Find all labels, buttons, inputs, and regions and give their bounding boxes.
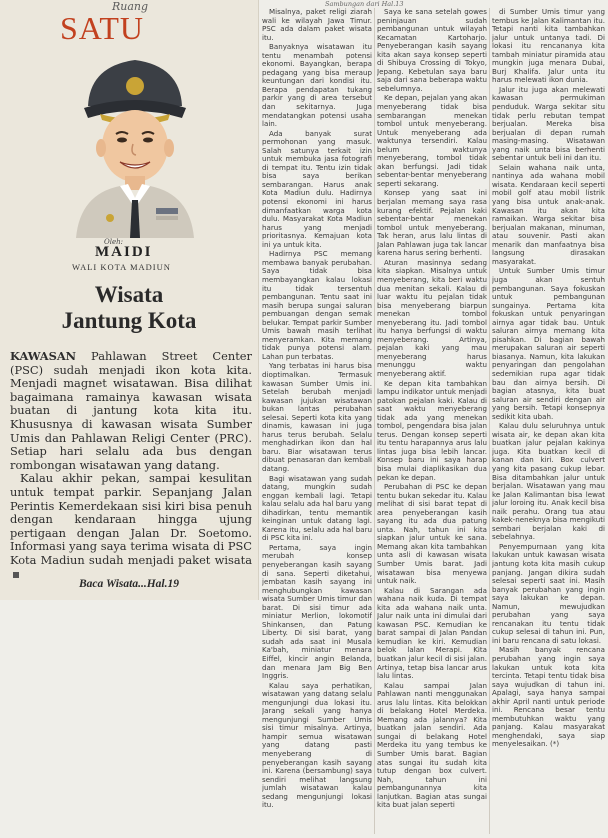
paragraph: Konsep yang saat ini berjalan memang saya rasa kurang efektif. Pejalan kaki sebentar-bentar menekan tombol untuk menyeberang. Tak heran, arus lalu lintas di Jalan Pahlawan juga tak lancar karena harus sering berhenti. [377, 188, 487, 258]
paragraph: di Sumber Umis timur yang tembus ke Jalan Kalimantan itu. Tetapi nanti kita tambahkan jalur untuk untanya tadi. Di lokasi itu rencananya kita tambah miniatur piramida atau mungkin juga menara Dubai, Burj Khalifa. Jalur unta itu harus melewati ikon dunia. [492, 8, 605, 85]
text-column-2 [377, 8, 487, 834]
end-mark-icon [13, 572, 19, 578]
column-name: SATU [60, 10, 145, 46]
lead-text: Pahlawan Street Center (PSC) sudah menjadi ikon kota kita. Menjadi magnet wisatawan. Bisa dilihat bagaimana ramainya kawasan wisata buatan di jantung kota kita itu. Khususnya di kawasan wisata Sumber Umis dan Pahlawan Religi Center (PRC). Setiap hari selalu ada bus dengan rombongan wisatawan yang datang. [10, 349, 252, 472]
author-portrait [70, 48, 200, 238]
text-column-3 [492, 8, 605, 834]
paragraph: Selain wahana naik unta, nantinya ada wahana mobil wisata. Kendaraan kecil seperti mobil golf atau mobil listrik yang bisa untuk anak-anak. Kawasan itu akan kita ramaikan. Warga sekitar bisa berjualan makanan, minuman, atau souvenir. Pasti akan menarik dan manfaatnya bisa langsung dirasakan masyarakat. [492, 162, 605, 266]
column-rule [374, 8, 375, 834]
article-title-line-1: Wisata [94, 282, 164, 307]
byline-prefix: Oleh: [104, 238, 123, 246]
paragraph: Jalur itu juga akan melewati kawasan permukiman penduduk. Warga sekitar situ tidak perlu rebutan tempat berjualan. Mereka bisa berjualan di depan rumah masing-masing. Wisatawan yang naik unta bisa berhenti sebentar untuk beli ini dan itu. [492, 84, 605, 163]
lead-paragraphs [10, 350, 252, 581]
paragraph: Aturan masinnya sedang kita siapkan. Misalnya untuk menyeberang, kita beri waktu dua menitan sekali. Kalau di luar waktu itu pejalan tidak bisa menyeberang biarpun menekan tombol menyeberang itu. Jadi tombol itu hanya berfungsi di waktu menyeberang. Artinya, pejalan kaki yang mau menyeberang harus menunggu waktu menyeberang aktif. [377, 257, 487, 378]
continued-from-label: Sambungan dari Hal.13 [325, 0, 404, 8]
paragraph: Perubahan di PSC ke depan tentu bukan sekedar itu. Kalau melihat di sisi barat tepat di area penyeberangan kasih sayang itu ada dua patung unta. Nah, tahun ini kita siapkan jalur untuk ke sana. Memang akan kita tambahkan unta asli di kawasan wisata Sumber Umis barat. Jadi wisatawan bisa menyewa untuk naik. [377, 482, 487, 586]
paragraph: Ke depan, pejalan yang akan menyeberang tidak bisa sembarangan menekan tombol untuk menyeberang. Untuk menyeberang ada waktunya tersendiri. Kalau belum waktunya menyeberang, tombol tidak akan berfungsi. Jadi tidak sebentar-bentar menyeberang seperti sekarang. [377, 93, 487, 188]
feature-panel [0, 0, 259, 600]
paragraph: Kalau sampai Jalan Pahlawan nanti menggunakan arus lalu lintas. Kita belokkan di belakang Hotel Merdeka. Memang ada jalannya? Kita buatkan jalan sendiri. Ada sungai di belakang Hotel Merdeka itu yang tembus ke Sumber Umis barat. Bagian atas sungai itu sudah kita tutup dengan box culvert. Nah, tahun ini pembangunannya kita lanjutkan. Bagian atas sungai kita buat jalan seperti [377, 680, 487, 810]
article-title-line-2: Jantung Kota [61, 308, 197, 333]
author-role: WALI KOTA MADIUN [72, 262, 171, 272]
paragraph: Ke depan kita tambahkan lampu indikator untuk menjadi patokan pejalan kaki. Kalau di saat waktu menyeberang tidak ada yang menekan tombol, pengendara bisa jalan terus. Dengan konsep seperti itu tentu harapannya arus lalu lintas juga bisa lebih lancar. Konsep baru ini saya harap bisa mulai diaplikasikan dua pekan ke depan. [377, 378, 487, 482]
paragraph: Kalau dulu seluruhnya untuk wisata air, ke depan akan kita buatkan jalur pejalan kakinya juga. Kita buatkan kecil di kanan dan kiri. Box culvert yang kita pasang cukup lebar. Bisa ditambahkan jalur untuk berjalan. Wisatawan yang mau ke Jalan Kalimantan bisa lewat jalur loroing itu. Anak kecil bisa naik perahu. Orang tua atau kakek-neneknya bisa mengikuti sembari berjalan kaki di sebelahnya. [492, 421, 605, 542]
paragraph: Hadirnya PSC memang membawa banyak perubahan. Saya tidak bisa membayangkan kalau lokasi itu tidak tersentuh pembangunan. Tentu saat ini masih berupa sungai saluran pembuangan dengan semak belukar. Tempat parkir Sumber Umis bawah masih terlihat menyeramkan. Kita memang tidak punya potensi alam. Lahan pun terbatas. [262, 249, 372, 361]
paragraph: Penyempurnaan yang kita lakukan untuk kawasan wisata jantung kota kita masih cukup panjang. Jangan dikira sudah selesai seperti saat ini. Masih banyak perubahan yang ingin saya lakukan ke depan. Namun, mewujudkan perubahan yang saya rencanakan itu tentu tidak cukup selesai di tahun ini. Pun, ini baru rencana di satu lokasi. [492, 541, 605, 645]
lead-text: Kalau akhir pekan, sampai kesulitan untuk tempat parkir. Sepanjang Jalan Perintis Kemerdekaan sisi kiri bisa penuh dengan kendaraan hingga ujung pertigaan dengan Jalan Dr. Soetomo. Informasi yang saya terima wisata di PSC Kota Madiun sudah menjadi paket wisata [10, 471, 252, 567]
paragraph: Untuk Sumber Umis timur juga akan sentuh pembangunan. Saya fokuskan untuk pembangunan sungainya. Pertama kita fokuskan untuk penyaringan airnya agar tidak bau. Untuk saluran airnya memang kita pisahkan. Di bagian bawah merupakan saluran air seperti biasanya. Namun, kita lakukan penyaringan dan pengolahan sedemikian rupa agar tidak bau dan airnya bersih. Di bagian atasnya, kita buat saluran air sendiri dengan air yang bersih. Tetapi konsepnya sedikit kita ubah. [492, 266, 605, 421]
paragraph: Banyaknya wisatawan itu tentu menambah potensi ekonomi. Bayangkan, berapa pedagang yang bisa meraup keuntungan dari kondisi itu. Berapa pendapatan tukang parkir yang di area tersebut dan sekitarnya. Juga mendatangkan potensi usaha lain. [262, 42, 372, 129]
paragraph: Yang terbatas ini harus bisa dioptimalkan. Termasuk kawasan Sumber Umis ini. Setelah berubah menjadi kawasan jujukan wisatawan bukan lantas perubahan selesai. Seperti kota kita yang dinamis, kawasan ini juga harus terus berubah. Selalu menghadirkan ikon dan hal baru. Biar wisatawan terus dibuat penasaran dan kembali datang. [262, 361, 372, 473]
paragraph: Saya ke sana setelah gowes peninjauan sudah pembangunan untuk wilayah Kecamatan Kartoharjo. Penyeberangan kasih sayang kita akan saya konsep seperti di Shibuya Crossing di Tokyo, Jepang. Kebetulan saya baru saja dari sana beberapa waktu sebelumnya. [377, 8, 487, 93]
paragraph: Kalau saya perhatikan, wisatawan yang datang selalu mengunjungi dua lokasi itu. Jarang sekali yang hanya mengunjungi Sumber Umis sisi timur misalnya. Artinya, hampir semua wisatawan yang datang pasti menyeberang di penyeberangan kasih sayang ini. Karena (bersambung) saya sendiri melihat langsung jumlah wisatawan kalau sedang mengunjungi lokasi itu. [262, 680, 372, 810]
continue-reading-link: Baca Wisata...Hal.19 [79, 578, 179, 590]
paragraph: Ada banyak surat permohonan yang masuk. Salah satunya terkait izin untuk membuka jasa fotografi di tempat itu. Tentu izin tidak bisa saya berikan sembarangan. Harus anak Kota Madiun dulu. Hadirnya potensi ekonomi ini harus dimanfaatkan warga kota dulu. Masyarakat Kota Madiun harus yang menjadi prioritasnya. Kemajuan kota ini ya untuk kita. [262, 128, 372, 249]
paragraph: Pertama, saya ingin merubah konsep penyeberangan kasih sayang di sana. Seperti diketahui, jembatan kasih sayang ini menghubungkan kawasan wisata Sumber Umis timur dan barat. Di sisi timur ada miniatur Merlion, lokomotif Shinkansen, dan Patung Liberty. Di sisi barat, yang sudah ada saat ini Musala Ka'bah, miniatur menara Eiffel, kincir angin Belanda, dan menara Jam Big Ben Inggris. [262, 542, 372, 681]
paragraph: Bagi wisatawan yang sudah datang, mungkin sudah enggan kembali lagi. Tetapi kalau selalu ada hal baru yang dihadirkan, tentu memantik keinginan untuk datang lagi. Karena itu, selalu ada hal baru di PSC kita ini. [262, 473, 372, 543]
paragraph: Masih banyak rencana perubahan yang ingin saya lakukan untuk kota kita tercinta. Tetapi tentu tidak bisa saya wujudkan di tahun ini. Apalagi, saya hanya sampai akhir April nanti untuk periode ini. Rencana besar tentu membutuhkan waktu yang panjang. Kalau masyarakat menghendaki, saya siap menyelesaikan. (*) [492, 645, 605, 749]
author-name: MAIDI [95, 244, 153, 260]
text-column-1 [262, 8, 372, 834]
paragraph: Misalnya, paket religi ziarah wali ke wilayah Jawa Timur. PSC ada dalam paket wisata itu. [262, 8, 372, 42]
column-kicker: Ruang [112, 0, 149, 13]
paragraph: Kalau di Sarangan ada wahana naik kuda. Di tempat kita ada wahana naik unta. Jalur naik unta ini dimulai dari kawasan PSC. Kemudian ke barat sampai di Jalan Pandan kemudian ke kiri. Kemudian belok lalan Merapi. Kita buatkan jalur kecil di sisi jalan. Artinya, tetap bisa lancar arus lalu lintas. [377, 585, 487, 681]
lead-keyword: KAWASAN [10, 349, 77, 363]
lead-paragraph [10, 350, 252, 472]
lead-paragraph [10, 472, 252, 581]
column-rule [489, 8, 490, 834]
